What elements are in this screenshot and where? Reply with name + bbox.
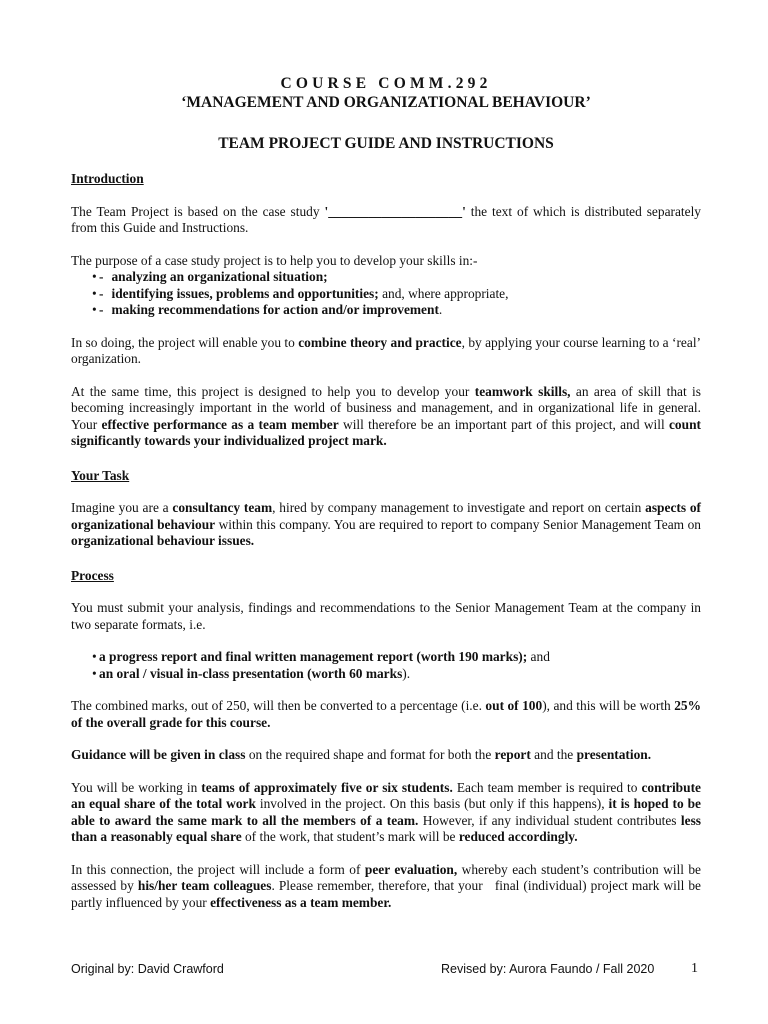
list-item: • - analyzing an organizational situation; [92, 269, 328, 284]
document-title: TEAM PROJECT GUIDE AND INSTRUCTIONS [218, 135, 554, 152]
intro-paragraph-1: The Team Project is based on the case study '____________________' the text of which is distributed separately from this Guide and Instructions. [71, 203, 701, 235]
intro-paragraph-4: At the same time, this project is designed to help you to develop your teamwork skills, an area of skill that is becoming increasingly important in the world of business and management, and in organizational life in general. Your effective performance as a team member will therefore be an important part of this project, and will count significantly towards your individualized project mark. [71, 383, 701, 448]
intro-paragraph-2: The purpose of a case study project is to help you to develop your skills in:- [71, 252, 478, 268]
footer-original-author: Original by: David Crawford [71, 962, 224, 976]
list-item: • a progress report and final written management report (worth 190 marks); and [92, 649, 550, 664]
heading-process: Process [71, 567, 114, 583]
bullet-icon: • [92, 649, 97, 664]
heading-your-task: Your Task [71, 467, 130, 483]
list-item: • - identifying issues, problems and opportunities; and, where appropriate, [92, 285, 509, 301]
heading-introduction: Introduction [71, 171, 144, 186]
document-page [71, 74, 701, 911]
formats-list [71, 649, 701, 682]
footer-revised-by: Revised by: Aurora Faundo / Fall 2020 [441, 962, 655, 976]
process-paragraph-1: You must submit your analysis, findings and recommendations to the Senior Management Team at the company in two separate formats, i.e. [71, 600, 701, 632]
process-paragraph-3: Guidance will be given in class on the required shape and format for both the report and the presentation. [71, 747, 652, 762]
bullet-icon: • [92, 665, 97, 681]
intro-paragraph-3: In so doing, the project will enable you to combine theory and practice, by applying your course learning to a ‘real’ organization. [71, 334, 701, 366]
process-paragraph-2: The combined marks, out of 250, will then be converted to a percentage (i.e. out of 100), and this will be worth 25% of the overall grade for this course. [71, 698, 701, 730]
task-paragraph: Imagine you are a consultancy team, hired by company management to investigate and report on certain aspects of organizational behaviour within this company. You are required to report to company Senior Management Team on organizational behaviour issues. [71, 500, 701, 548]
course-code: COURSE COMM.292 [280, 75, 492, 92]
bullet-icon: • [92, 285, 97, 301]
course-title: ‘MANAGEMENT AND ORGANIZATIONAL BEHAVIOUR’ [181, 94, 591, 111]
bullet-icon: • [92, 302, 97, 317]
list-item: • an oral / visual in-class presentation (worth 60 marks). [92, 665, 411, 681]
bullet-icon: • [92, 269, 97, 284]
skills-list [71, 269, 701, 319]
process-paragraph-4: You will be working in teams of approximately five or six students. Each team member is required to contribute an equal share of the total work involved in the project. On this basis (but only if this happens), it is hoped to be able to award the same mark to all the members of a team. However, if any individual student contributes less than a reasonably equal share of the work, that student’s mark will be reduced accordingly. [71, 779, 701, 844]
page-number: 1 [691, 961, 698, 976]
list-item: • - making recommendations for action and/or improvement. [92, 302, 443, 317]
process-paragraph-5: In this connection, the project will include a form of peer evaluation, whereby each student’s contribution will be assessed by his/her team colleagues. Please remember, therefore, that your final (individual) project mark will be partly influenced by your effectiveness as a team member. [71, 861, 702, 910]
